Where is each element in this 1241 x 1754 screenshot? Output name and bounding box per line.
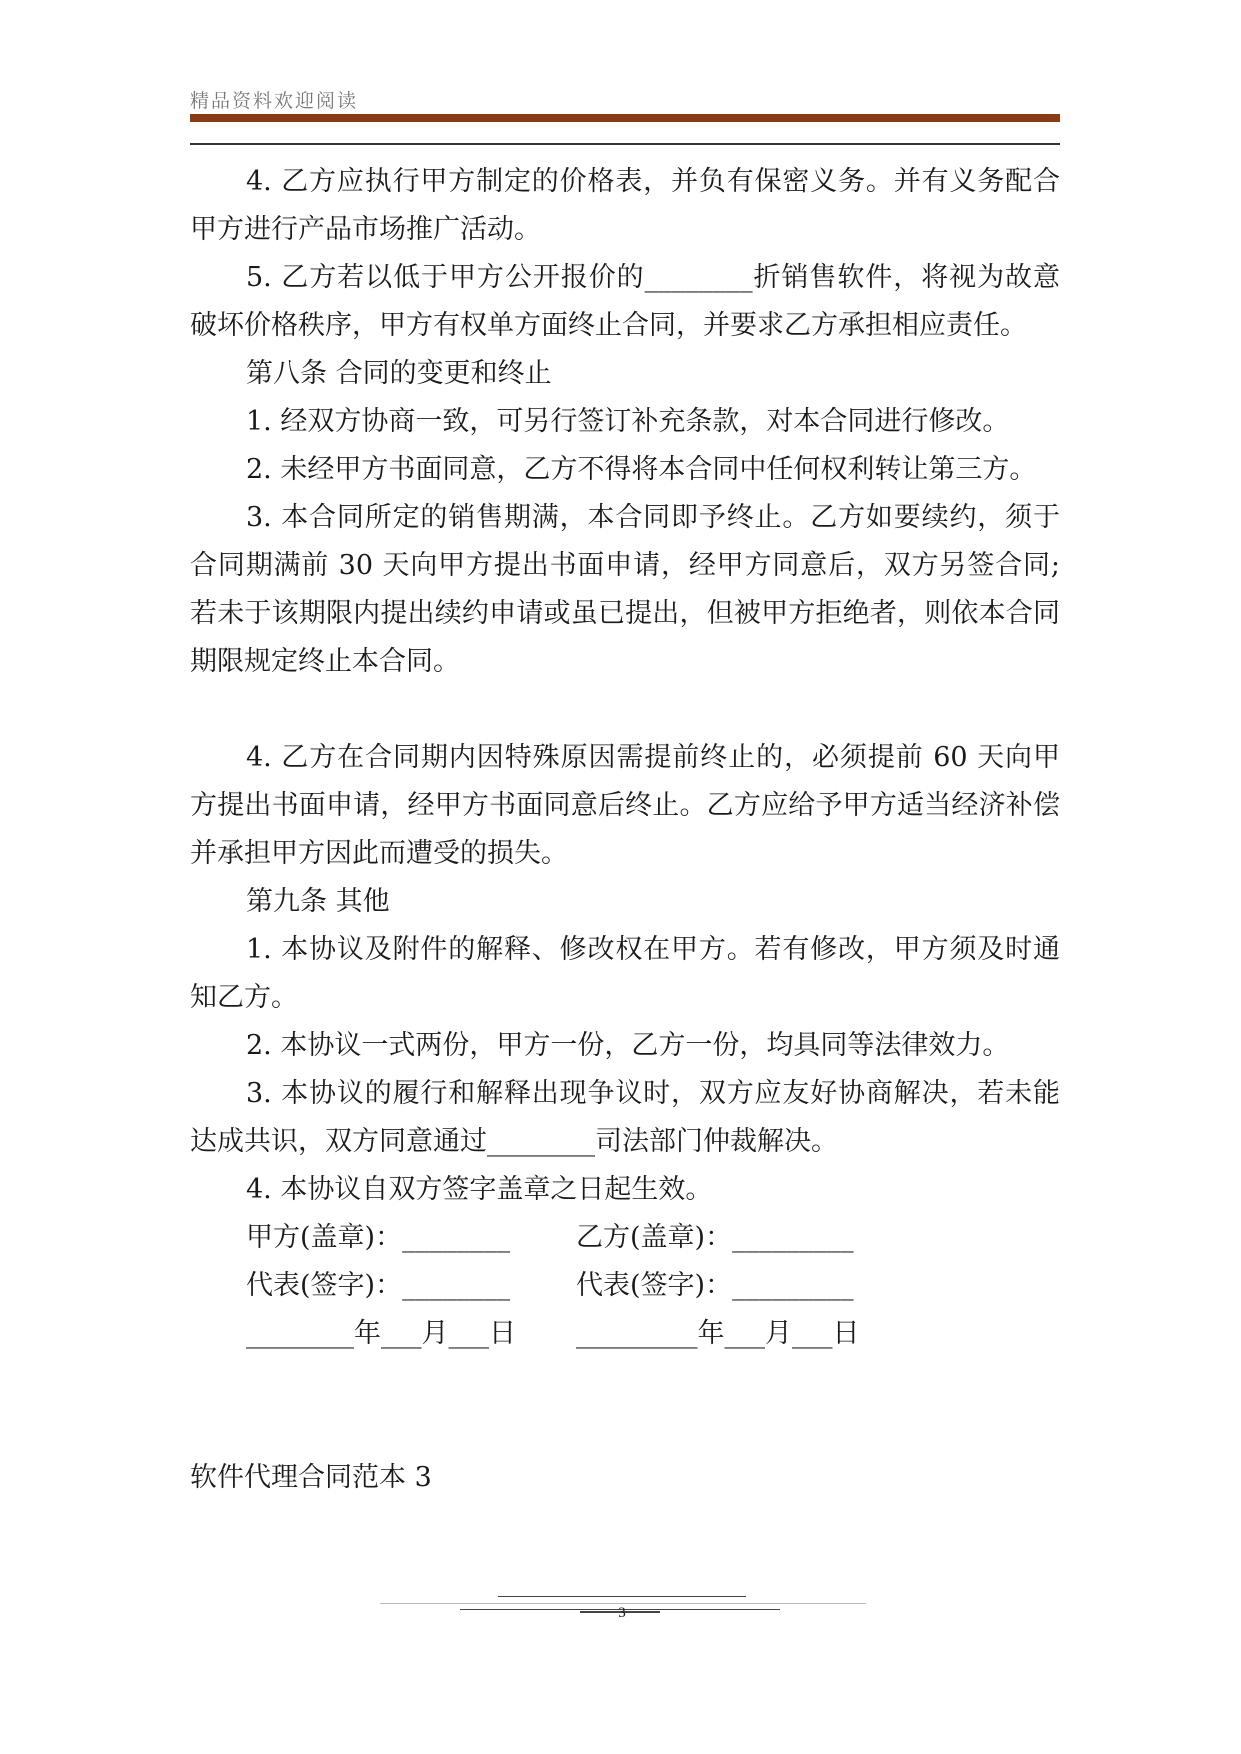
party-a-seal: 甲方(盖章)：________ (246, 1222, 511, 1253)
paragraph: 3. 本协议的履行和解释出现争议时，双方应友好协商解决，若未能达成共识，双方同意通过________司法部门仲裁解决。 (190, 1078, 1060, 1157)
date-a: ________年___月___日 (246, 1318, 516, 1349)
paragraph: 5. 乙方若以低于甲方公开报价的________折销售软件，将视为故意破坏价格秩序，甲方有权单方面终止合同，并要求乙方承担相应责任。 (190, 262, 1060, 341)
contract-body (190, 158, 1060, 1358)
paragraph: 2. 未经甲方书面同意，乙方不得将本合同中任何权利转让第三方。 (246, 454, 1037, 485)
paragraph: 4. 乙方在合同期内因特殊原因需提前终止的，必须提前 60 天向甲方提出书面申请，经甲方书面同意后终止。乙方应给予甲方适当经济补偿并承担甲方因此而遭受的损失。 (190, 742, 1060, 869)
paragraph: 3. 本合同所定的销售期满，本合同即予终止。乙方如要续约，须于合同期满前 30 天向甲方提出书面申请，经甲方同意后，双方另签合同;若未于该期限内提出续约申请或虽已提出，但被甲方拒绝者，则依本合同期限规定终止本合同。 (190, 502, 1060, 677)
page-number: 3 (618, 1605, 626, 1621)
header-rule-thick (190, 114, 1060, 122)
blank-line (190, 686, 1060, 734)
date-b: _________年___月___日 (576, 1318, 860, 1349)
date-row (190, 1310, 1060, 1358)
paragraph: 4. 本协议自双方签字盖章之日起生效。 (246, 1174, 713, 1205)
party-b-seal: 乙方(盖章)：_________ (576, 1222, 854, 1253)
article-heading: 第九条 其他 (246, 886, 390, 917)
paragraph: 1. 本协议及附件的解释、修改权在甲方。若有修改，甲方须及时通知乙方。 (190, 934, 1060, 1013)
rep-a-signature: 代表(签字)：________ (246, 1270, 511, 1301)
header-rule-thin (190, 143, 1060, 145)
rep-b-signature: 代表(签字)：_________ (576, 1270, 854, 1301)
signature-row (190, 1262, 1060, 1310)
paragraph: 1. 经双方协商一致，可另行签订补充条款，对本合同进行修改。 (246, 406, 1010, 437)
paragraph: 4. 乙方应执行甲方制定的价格表，并负有保密义务。并有义务配合甲方进行产品市场推广活动。 (190, 166, 1060, 245)
seal-row (190, 1214, 1060, 1262)
article-heading: 第八条 合同的变更和终止 (246, 358, 552, 389)
section-title: 软件代理合同范本 3 (190, 1462, 432, 1493)
footer-rule (380, 1603, 866, 1604)
paragraph: 2. 本协议一式两份，甲方一份，乙方一份，均具同等法律效力。 (246, 1030, 1010, 1061)
footer-rule (498, 1596, 746, 1597)
header-text: 精品资料欢迎阅读 (190, 90, 359, 112)
